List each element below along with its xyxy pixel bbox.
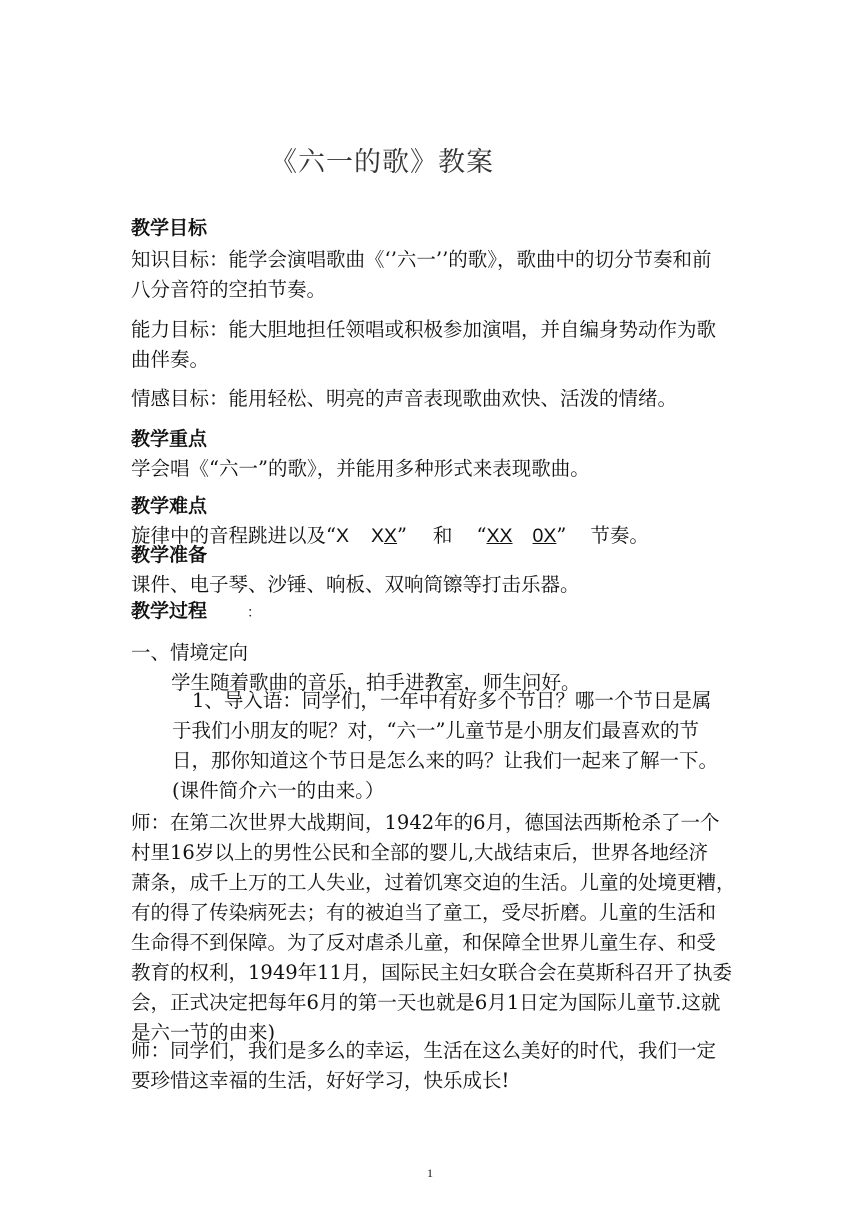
lead-in-paragraph — [172, 686, 752, 806]
difficulty-and: 和 — [433, 524, 453, 547]
teacher-history-line-5: 生命得不到保障。为了反对虐杀儿童，和保障全世界儿童生存、和受 — [131, 931, 717, 954]
ability-goal-line-2: 曲伴奏。 — [131, 348, 210, 371]
key-points-heading: 教学重点 — [131, 428, 208, 450]
situation-intro: 学生随着歌曲的音乐，拍手进教室，师生问好。 — [171, 671, 581, 694]
difficulty-heading: 教学难点 — [131, 495, 208, 517]
teacher-closing-line-2: 要珍惜这幸福的生活，好好学习，快乐成长! — [131, 1069, 510, 1092]
teacher-history-line-7: 会，正式决定把每年6月的第一天也就是6月1日定为国际儿童节.这就 — [131, 991, 721, 1014]
page-number: 1 — [427, 1166, 433, 1180]
difficulty-prefix: 旋律中的音程跳进以及“ — [131, 524, 336, 547]
document-title: 《六一的歌》教案 — [270, 147, 494, 178]
knowledge-goal-line-2: 八分音符的空拍节奏。 — [131, 278, 327, 301]
rhythm-2-open-quote: “ — [476, 524, 487, 547]
key-points-section — [131, 424, 743, 484]
goals-heading: 教学目标 — [131, 217, 208, 239]
teacher-history-line-8: 是六一节的由来) — [131, 1021, 276, 1044]
difficulty-suffix: 节奏。 — [590, 524, 649, 547]
teacher-history-line-6: 教育的权利，1949年11月，国际民主妇女联合会在莫斯科召开了执委 — [131, 961, 732, 984]
teacher-history-line-1: 师：在第二次世界大战期间，1942年的6月，德国法西斯枪杀了一个 — [131, 811, 720, 834]
teacher-history-paragraph — [131, 808, 743, 1048]
teacher-closing-paragraph — [131, 1036, 743, 1096]
rhythm-1-note-a: X — [335, 525, 349, 547]
process-heading: 教学过程 — [131, 600, 208, 622]
ability-goal-line-1: 能力目标：能大胆地担任领唱或积极参加演唱，并自编身势动作为歌 — [131, 318, 717, 341]
rhythm-2-close-quote: ” — [556, 524, 567, 547]
situation-heading: 一、情境定向 — [131, 641, 249, 664]
lead-in-line-3: 日，那你知道这个节日是怎么来的吗？让我们一起来了解一下。 — [172, 749, 719, 772]
teacher-history-line-3: 萧条，成千上万的工人失业，过着饥寒交迫的生活。儿童的处境更糟， — [131, 871, 736, 894]
lead-in-line-2: 于我们小朋友的呢？对，“六一”儿童节是小朋友们最喜欢的节 — [172, 719, 699, 742]
lead-in-line-1: 1、导入语：同学们，一年中有好多个节日？哪一个节日是属 — [192, 689, 712, 712]
rhythm-1-close-quote: ” — [397, 524, 408, 547]
rhythm-1-note-c: X — [384, 525, 398, 547]
key-points-text: 学会唱《“六一”的歌》，并能用多种形式来表现歌曲。 — [131, 457, 590, 480]
teacher-history-line-4: 有的得了传染病死去；有的被迫当了童工，受尽折磨。儿童的生活和 — [131, 901, 717, 924]
emotion-goal — [131, 384, 743, 414]
goals-section — [131, 213, 743, 243]
process-colon: ： — [247, 605, 262, 621]
knowledge-goal — [131, 245, 743, 305]
prep-section — [131, 540, 743, 600]
prep-text: 课件、电子琴、沙锤、响板、双响筒镲等打击乐器。 — [131, 573, 580, 596]
knowledge-goal-line-1: 知识目标：能学会演唱歌曲《‘’六一’’的歌》，歌曲中的切分节奏和前 — [131, 248, 712, 271]
teacher-closing-line-1: 师：同学们，我们是多么的幸运，生活在这么美好的时代，我们一定 — [131, 1039, 717, 1062]
lead-in-line-4: (课件简介六一的由来。） — [172, 779, 385, 802]
rhythm-2-note-a: XX — [486, 525, 513, 547]
ability-goal — [131, 315, 743, 375]
rhythm-1-note-b: X — [371, 525, 385, 547]
process-section — [131, 596, 743, 628]
teacher-history-line-2: 村里16岁以上的男性公民和全部的婴儿,大战结束后，世界各地经济 — [131, 841, 709, 864]
rhythm-2-note-b: 0X — [532, 525, 557, 547]
prep-heading: 教学准备 — [131, 544, 208, 566]
emotion-goal-line: 情感目标：能用轻松、明亮的声音表现歌曲欢快、活泼的情绪。 — [131, 387, 678, 410]
